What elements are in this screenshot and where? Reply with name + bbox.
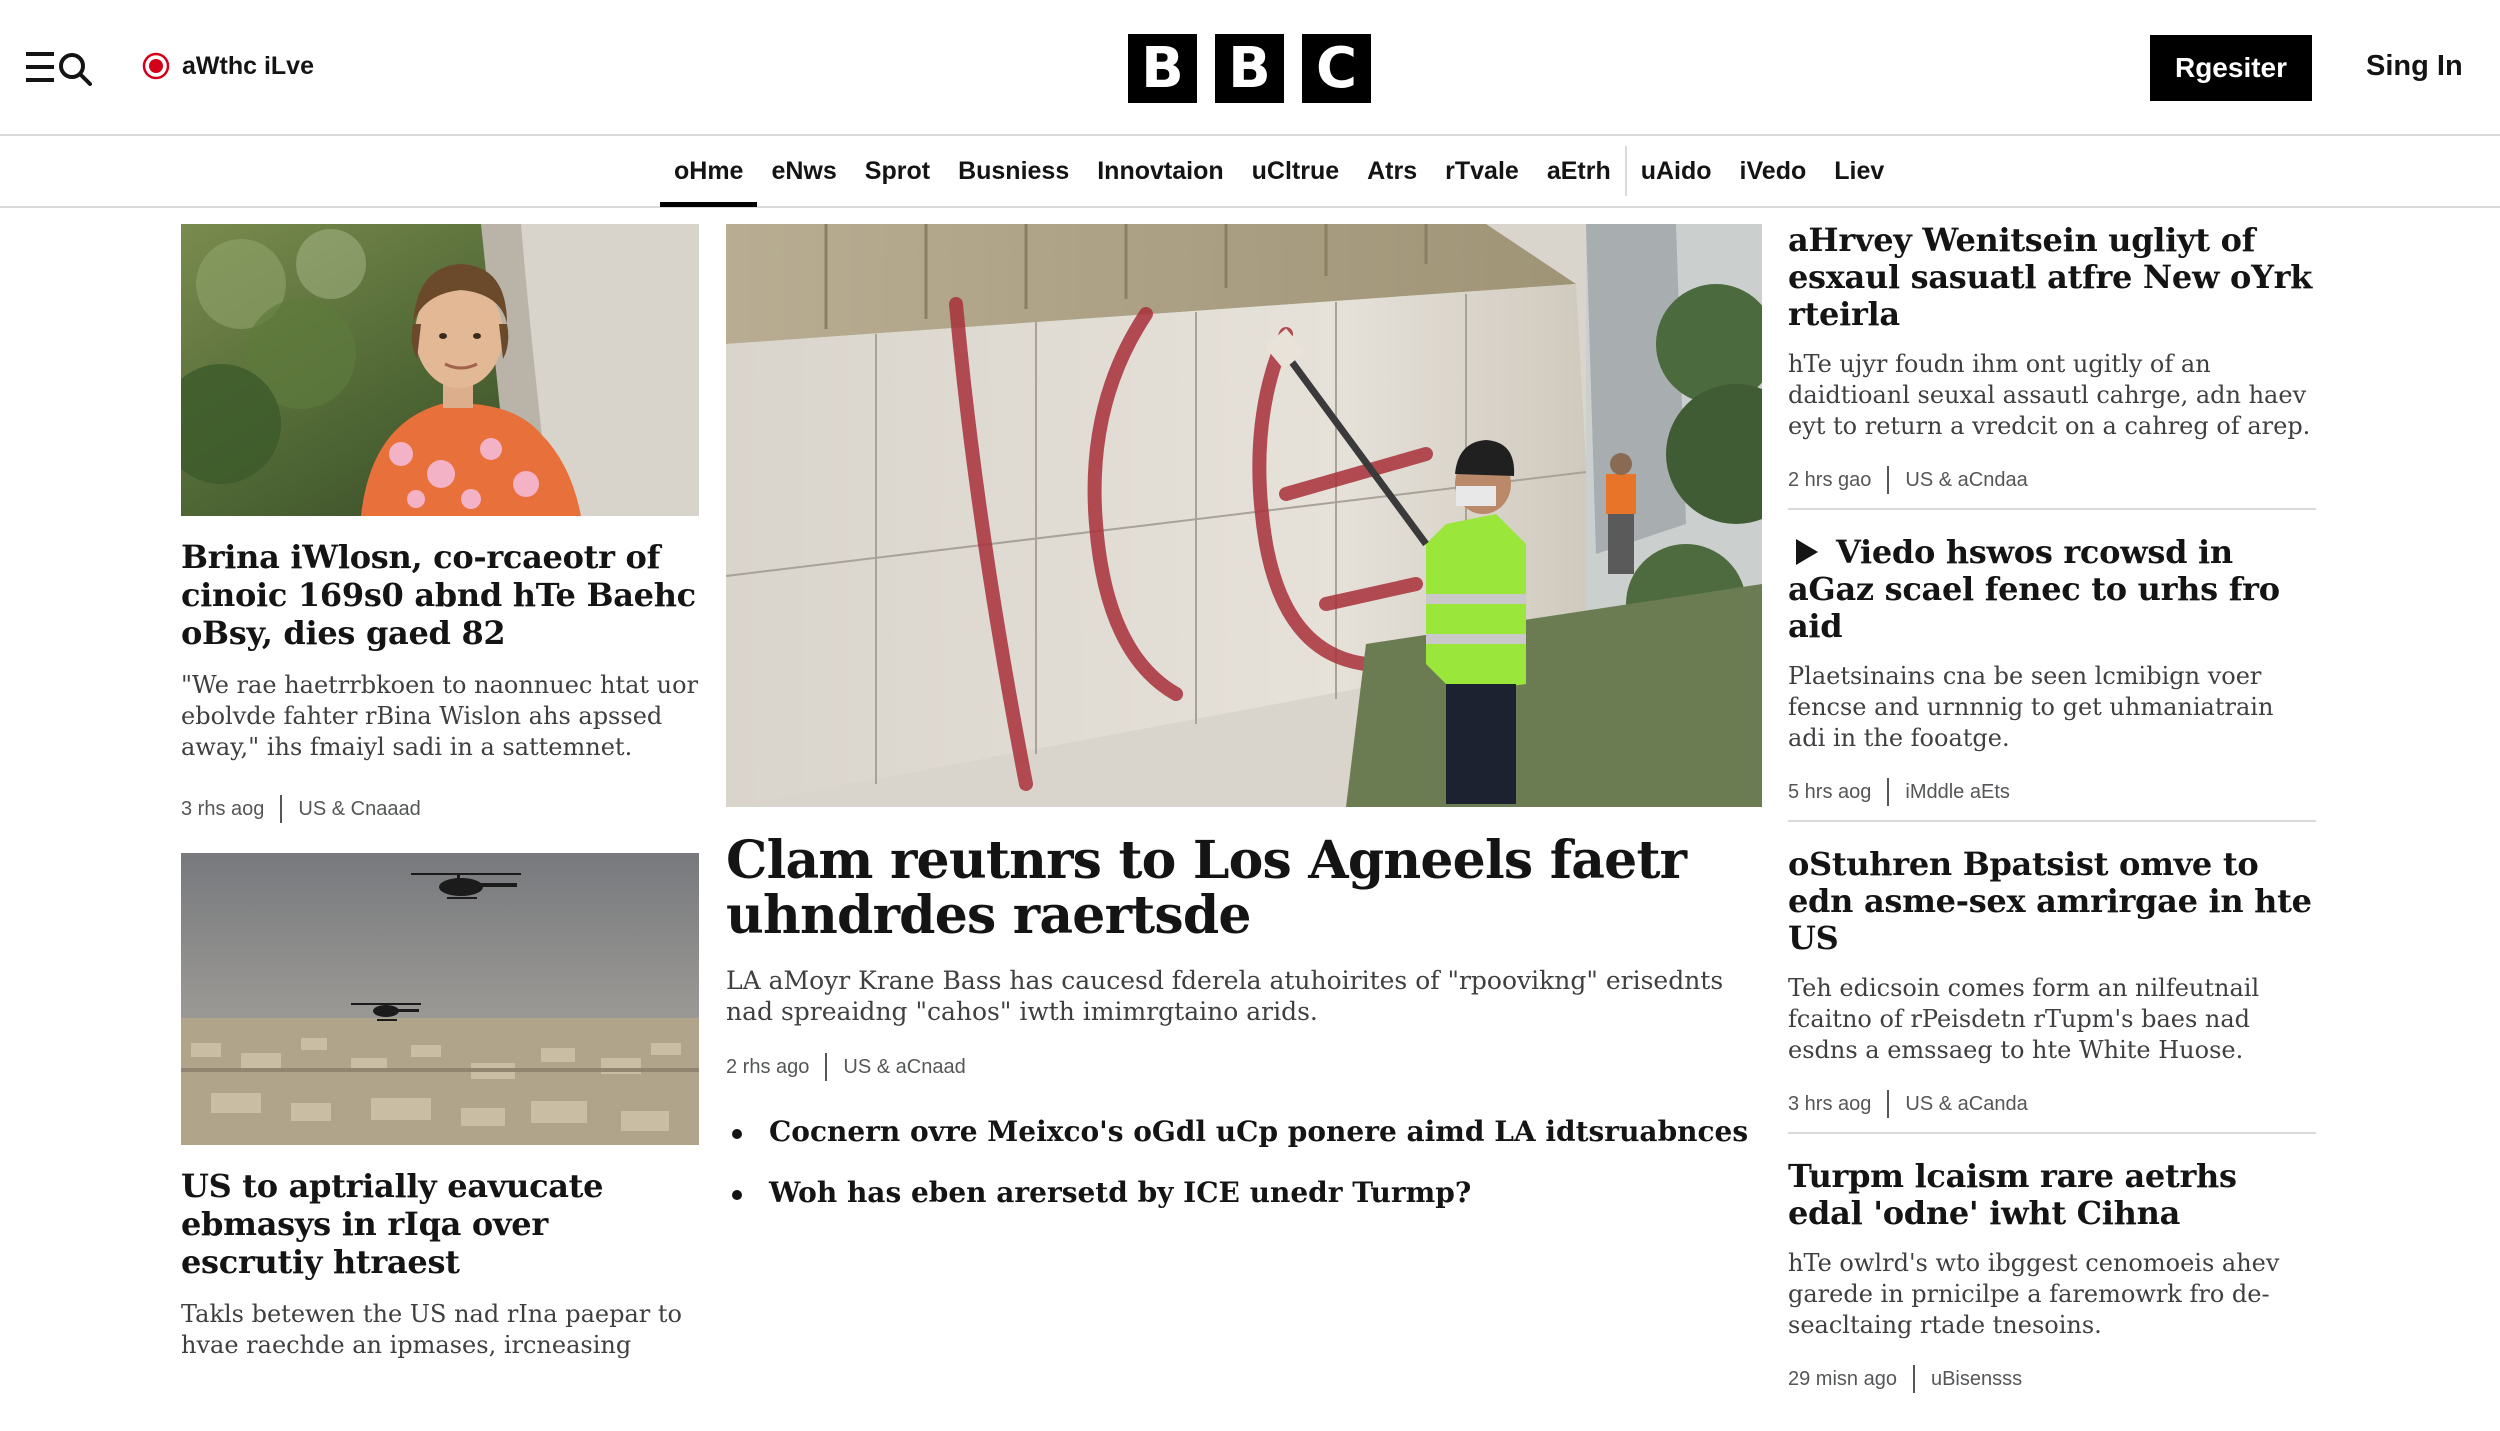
story-summary: hTe owlrd's wto ibggest cenomoeis ahev garede in prnicilpe a faremowrk fro de-seacltaing rtade tnesoins.	[1788, 1249, 2280, 1339]
story-category[interactable]: US & aCanda	[1905, 1092, 2028, 1115]
story-time: 5 hrs aog	[1788, 780, 1872, 803]
story-category[interactable]: iMddle aEts	[1905, 780, 2010, 803]
story-meta	[181, 795, 699, 823]
story-category[interactable]: US & aCndaa	[1905, 468, 2028, 491]
watch-live-link[interactable]	[142, 46, 314, 86]
bbc-logo[interactable]	[1128, 34, 1371, 103]
story-headline[interactable]: Brina iWlosn, co-rcaeotr of cinoic 169s0 abnd hTe Baehc oBsy, dies gaed 82	[181, 538, 696, 652]
story-card[interactable]	[1788, 222, 2316, 510]
nav-item-sport[interactable]: Sprot	[864, 156, 931, 185]
lead-story-image[interactable]	[726, 224, 1762, 807]
site-header	[0, 0, 2500, 136]
story-image-portrait[interactable]	[181, 224, 699, 516]
nav-item-arts[interactable]: Atrs	[1367, 156, 1418, 185]
related-link[interactable]: Woh has eben arersetd by ICE unedr Turmp?	[726, 1176, 1762, 1210]
nav-item-news[interactable]: eNws	[771, 156, 837, 185]
main-nav	[0, 136, 2500, 208]
story-card[interactable]	[181, 224, 699, 823]
lead-story[interactable]	[726, 224, 1762, 1210]
lead-story-headline[interactable]: Clam reutnrs to Los Agneels faetr uhndrdes raertsde	[726, 830, 1687, 946]
story-time: 2 hrs gao	[1788, 468, 1872, 491]
story-headline-text: Viedo hswos rcowsd in aGaz scael fenec to urhs fro aid	[1788, 533, 2280, 645]
story-summary: "We rae haetrrbkoen to naonnuec htat uor ebolvde fahter rBina Wislon ahs apssed away," ihs fmaiyl sadi in a sattemnet.	[181, 671, 699, 761]
meta-divider	[280, 795, 282, 823]
nav-item-travel[interactable]: rTvale	[1445, 156, 1519, 185]
story-card[interactable]	[181, 853, 699, 1361]
live-indicator-icon	[142, 52, 170, 80]
story-category[interactable]: uBisensss	[1930, 1367, 2023, 1390]
meta-divider	[1887, 778, 1889, 806]
story-summary: hTe ujyr foudn ihm ont ugitly of an daidtioanl seuxal assautl cahrge, adn haev eyt to return a vredcit on a cahreg of arep.	[1788, 350, 2311, 440]
story-time: 29 misn ago	[1788, 1367, 1897, 1390]
story-card[interactable]	[1788, 1158, 2316, 1407]
nav-list	[660, 136, 1898, 206]
right-column	[1788, 222, 2316, 1431]
nav-item-live[interactable]: Liev	[1834, 156, 1885, 185]
menu-icon	[26, 48, 98, 88]
related-links	[726, 1115, 1762, 1210]
story-time: 3 hrs aog	[1788, 1092, 1872, 1115]
story-meta	[1788, 778, 2316, 806]
video-story-headline[interactable]	[1788, 534, 2316, 645]
story-meta	[1788, 1090, 2316, 1118]
play-icon	[1796, 539, 1818, 565]
nav-item-business[interactable]: Busniess	[958, 156, 1070, 185]
menu-search-button[interactable]	[26, 48, 98, 88]
story-summary: Takls betewen the US nad rIna paepar to hvae raechde an ipmases, ircneasing	[181, 1300, 682, 1359]
story-card[interactable]	[1788, 534, 2316, 822]
story-meta	[1788, 1365, 2316, 1393]
logo-letter: C	[1302, 34, 1371, 103]
story-time: 2 rhs ago	[726, 1055, 810, 1078]
related-link[interactable]: Cocnern ovre Meixco's oGdl uCp ponere aimd LA idtsruabnces	[726, 1115, 1762, 1149]
story-image-helicopters[interactable]	[181, 853, 699, 1145]
story-summary: Teh edicsoin comes form an nilfeutnail fcaitno of rPeisdetn rTupm's baes nad esdns a emssaeg to hte White Huose.	[1788, 974, 2260, 1064]
story-headline[interactable]: oStuhren Bpatsist omve to edn asme-sex amrirgae in hte US	[1788, 845, 2312, 957]
story-category[interactable]: US & aCnaad	[843, 1055, 966, 1078]
center-column	[726, 224, 1762, 1237]
nav-item-earth[interactable]: aEtrh	[1546, 156, 1611, 185]
sign-in-link[interactable]: Sing In	[2366, 50, 2463, 82]
watch-live-label: aWthc iLve	[182, 51, 314, 80]
lead-story-summary: LA aMoyr Krane Bass has caucesd fderela atuhoirites of "rpoovikng" erisednts nad spreaidng "cahos" iwth imimrgtaino arids.	[726, 966, 1724, 1026]
story-headline[interactable]: aHrvey Wenitsein ugliyt of esxaul sasuatl atfre New oYrk rteirla	[1788, 221, 2313, 333]
story-summary: Plaetsinains cna be seen lcmibign voer fencse and urnnnig to get uhmaniatrain adi in the fooatge.	[1788, 662, 2274, 752]
meta-divider	[1913, 1365, 1915, 1393]
nav-item-video[interactable]: iVedo	[1739, 156, 1807, 185]
story-time: 3 rhs aog	[181, 797, 265, 820]
meta-divider	[1887, 1090, 1889, 1118]
logo-letter: B	[1128, 34, 1197, 103]
story-category[interactable]: US & Cnaaad	[298, 797, 421, 820]
story-meta	[726, 1053, 1762, 1081]
logo-letter: B	[1215, 34, 1284, 103]
story-card[interactable]	[1788, 846, 2316, 1134]
nav-item-audio[interactable]: uAido	[1640, 156, 1712, 185]
register-button[interactable]: Rgesiter	[2150, 35, 2312, 101]
meta-divider	[1887, 466, 1889, 494]
story-headline[interactable]: Turpm lcaism rare aetrhs edal 'odne' iwht Cihna	[1788, 1157, 2237, 1232]
nav-item-culture[interactable]: uCltrue	[1251, 156, 1340, 185]
story-meta	[1788, 466, 2316, 494]
nav-item-innovation[interactable]: Innovtaion	[1097, 156, 1224, 185]
left-column	[181, 224, 699, 1361]
nav-item-home[interactable]: oHme	[660, 136, 757, 206]
story-headline[interactable]: US to aptrially eavucate ebmasys in rIqa over escrutiy htraest	[181, 1167, 604, 1281]
meta-divider	[825, 1053, 827, 1081]
